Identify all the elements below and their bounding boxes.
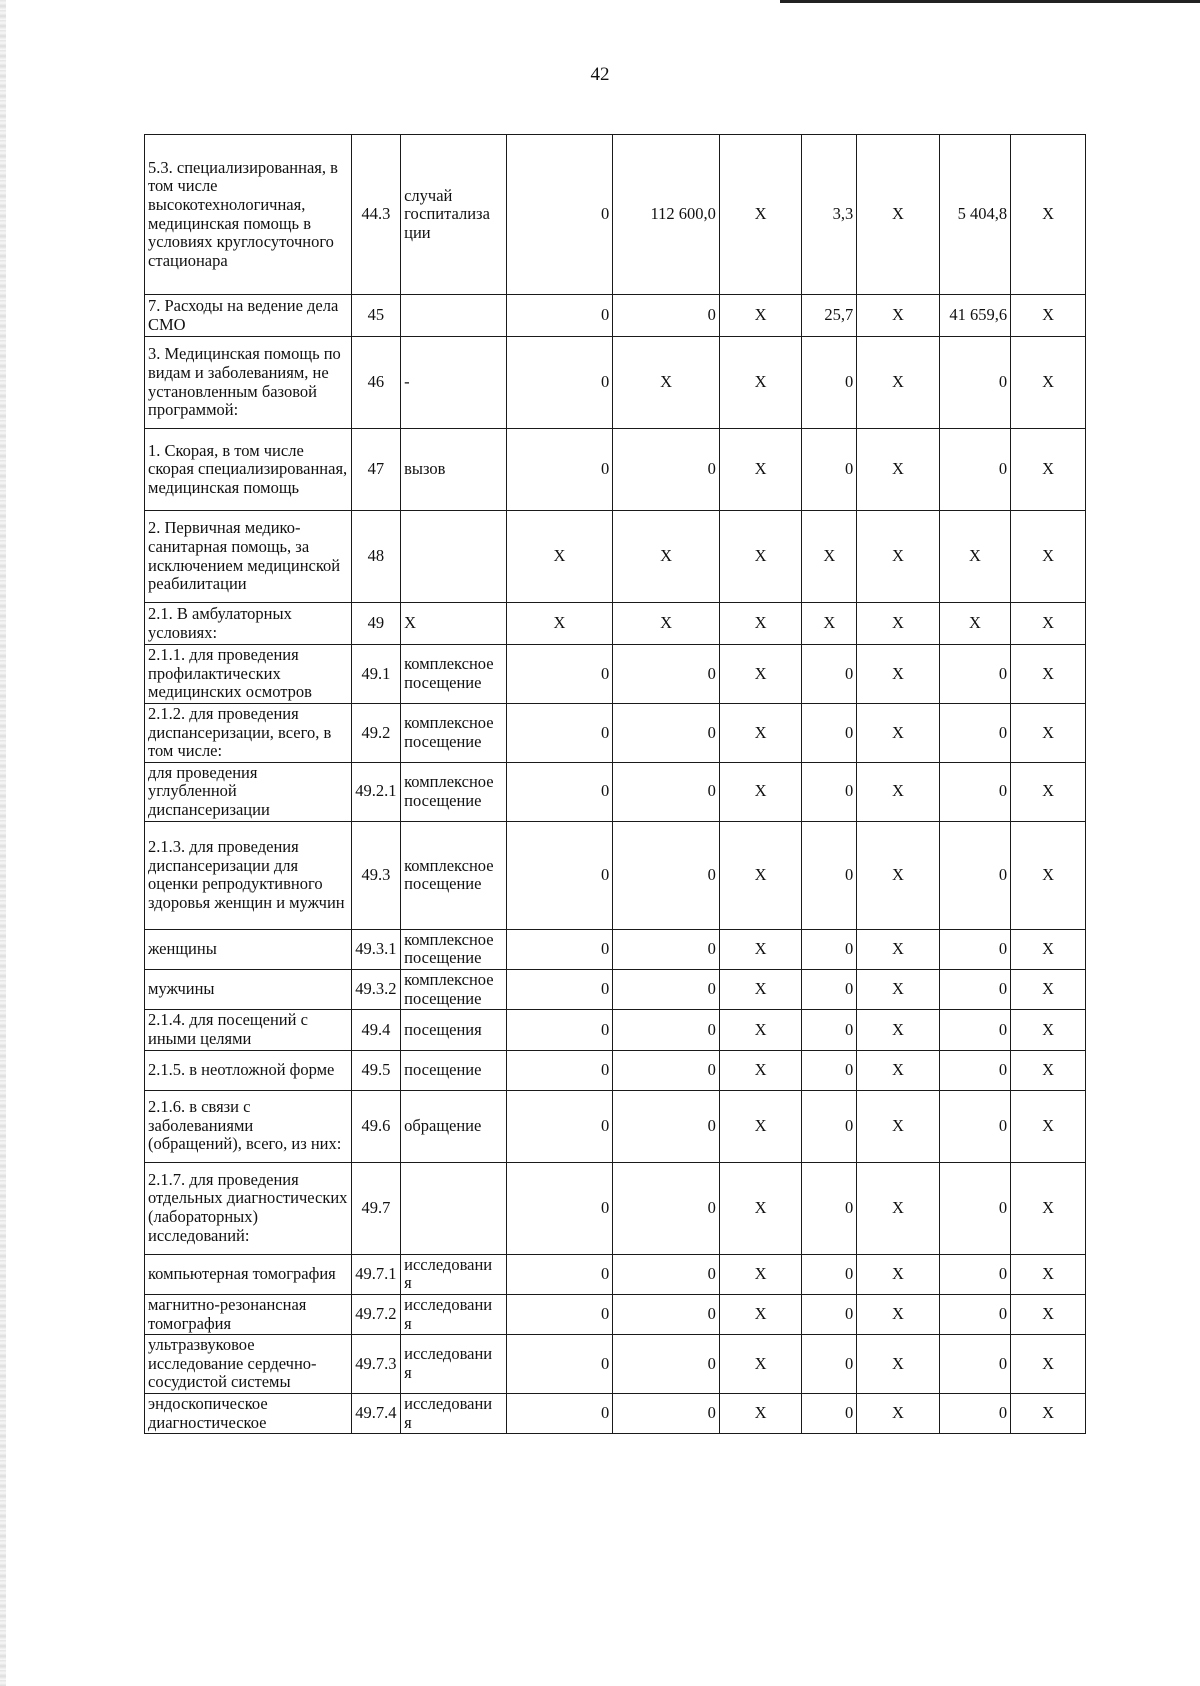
value-cell-7: Х xyxy=(1011,1335,1086,1394)
value-cell-6: 0 xyxy=(939,929,1010,969)
value-cell-6: 0 xyxy=(939,1294,1010,1334)
value-cell-5: Х xyxy=(857,135,939,295)
value-cell-4: 0 xyxy=(802,1254,857,1294)
row-name-cell: 2.1.7. для проведения отдельных диагностических (лабораторных) исследований: xyxy=(145,1162,352,1254)
value-cell-1: 0 xyxy=(506,1254,613,1294)
table-row xyxy=(145,970,1086,1010)
value-cell-6: 0 xyxy=(939,970,1010,1010)
table-row xyxy=(145,929,1086,969)
value-cell-2: 0 xyxy=(613,1162,720,1254)
value-cell-6: Х xyxy=(939,511,1010,603)
unit-cell: исследовани я xyxy=(401,1335,507,1394)
value-cell-7: Х xyxy=(1011,1050,1086,1090)
row-name-cell: ультразвуковое исследование сердечно-сосудистой системы xyxy=(145,1335,352,1394)
value-cell-3: Х xyxy=(719,929,801,969)
table-row xyxy=(145,1294,1086,1334)
value-cell-2: 0 xyxy=(613,429,720,511)
value-cell-1: 0 xyxy=(506,429,613,511)
row-number-cell: 49.2 xyxy=(351,703,400,762)
row-number-cell: 49.7.1 xyxy=(351,1254,400,1294)
value-cell-6: 0 xyxy=(939,1010,1010,1050)
value-cell-3: Х xyxy=(719,1394,801,1434)
table-row xyxy=(145,295,1086,337)
value-cell-5: Х xyxy=(857,429,939,511)
value-cell-7: Х xyxy=(1011,762,1086,821)
value-cell-1: 0 xyxy=(506,645,613,704)
value-cell-1: 0 xyxy=(506,1394,613,1434)
unit-cell: исследовани я xyxy=(401,1394,507,1434)
unit-cell: комплексное посещение xyxy=(401,970,507,1010)
value-cell-2: 0 xyxy=(613,970,720,1010)
value-cell-3: Х xyxy=(719,603,801,645)
value-cell-3: Х xyxy=(719,1162,801,1254)
unit-cell xyxy=(401,1162,507,1254)
row-name-cell: 2.1.4. для посещений с иными целями xyxy=(145,1010,352,1050)
value-cell-5: Х xyxy=(857,645,939,704)
row-number-cell: 49.1 xyxy=(351,645,400,704)
value-cell-3: Х xyxy=(719,511,801,603)
row-name-cell: 2.1.2. для проведения диспансеризации, всего, в том числе: xyxy=(145,703,352,762)
value-cell-1: 0 xyxy=(506,1335,613,1394)
value-cell-2: Х xyxy=(613,511,720,603)
value-cell-3: Х xyxy=(719,1335,801,1394)
value-cell-4: 0 xyxy=(802,821,857,929)
value-cell-5: Х xyxy=(857,1090,939,1162)
value-cell-4: 0 xyxy=(802,1394,857,1434)
value-cell-3: Х xyxy=(719,821,801,929)
value-cell-2: 112 600,0 xyxy=(613,135,720,295)
table-row xyxy=(145,1010,1086,1050)
value-cell-6: 0 xyxy=(939,1394,1010,1434)
value-cell-3: Х xyxy=(719,703,801,762)
value-cell-7: Х xyxy=(1011,703,1086,762)
value-cell-3: Х xyxy=(719,970,801,1010)
value-cell-2: 0 xyxy=(613,1010,720,1050)
value-cell-7: Х xyxy=(1011,603,1086,645)
table-row xyxy=(145,511,1086,603)
value-cell-5: Х xyxy=(857,1254,939,1294)
unit-cell: посещения xyxy=(401,1010,507,1050)
unit-cell: комплексное посещение xyxy=(401,703,507,762)
row-number-cell: 49.7.4 xyxy=(351,1394,400,1434)
value-cell-2: 0 xyxy=(613,929,720,969)
value-cell-6: 0 xyxy=(939,1254,1010,1294)
row-name-cell: для проведения углубленной диспансеризации xyxy=(145,762,352,821)
value-cell-7: Х xyxy=(1011,429,1086,511)
value-cell-4: Х xyxy=(802,511,857,603)
value-cell-3: Х xyxy=(719,762,801,821)
value-cell-6: 0 xyxy=(939,1090,1010,1162)
row-number-cell: 49.3 xyxy=(351,821,400,929)
row-number-cell: 49.3.2 xyxy=(351,970,400,1010)
value-cell-3: Х xyxy=(719,295,801,337)
scan-left-edge xyxy=(0,0,6,1686)
value-cell-4: Х xyxy=(802,603,857,645)
page-top-border xyxy=(780,0,1200,3)
value-cell-1: Х xyxy=(506,511,613,603)
value-cell-2: 0 xyxy=(613,1090,720,1162)
row-name-cell: 5.3. специализированная, в том числе высокотехнологичная, медицинская помощь в условиях круглосуточного стационара xyxy=(145,135,352,295)
unit-cell: посещение xyxy=(401,1050,507,1090)
value-cell-5: Х xyxy=(857,337,939,429)
value-cell-7: Х xyxy=(1011,1294,1086,1334)
table-row xyxy=(145,645,1086,704)
value-cell-4: 0 xyxy=(802,1294,857,1334)
row-number-cell: 44.3 xyxy=(351,135,400,295)
value-cell-1: 0 xyxy=(506,970,613,1010)
unit-cell: обращение xyxy=(401,1090,507,1162)
unit-cell: Х xyxy=(401,603,507,645)
value-cell-4: 0 xyxy=(802,645,857,704)
value-cell-4: 0 xyxy=(802,1335,857,1394)
unit-cell: исследовани я xyxy=(401,1294,507,1334)
value-cell-7: Х xyxy=(1011,135,1086,295)
value-cell-4: 0 xyxy=(802,1050,857,1090)
value-cell-5: Х xyxy=(857,1162,939,1254)
value-cell-7: Х xyxy=(1011,1254,1086,1294)
value-cell-7: Х xyxy=(1011,1090,1086,1162)
value-cell-6: 41 659,6 xyxy=(939,295,1010,337)
row-number-cell: 48 xyxy=(351,511,400,603)
value-cell-2: 0 xyxy=(613,1394,720,1434)
value-cell-7: Х xyxy=(1011,1394,1086,1434)
value-cell-1: 0 xyxy=(506,337,613,429)
table-row xyxy=(145,1335,1086,1394)
row-number-cell: 49.3.1 xyxy=(351,929,400,969)
table-row xyxy=(145,1050,1086,1090)
value-cell-6: 0 xyxy=(939,1335,1010,1394)
unit-cell xyxy=(401,511,507,603)
unit-cell: вызов xyxy=(401,429,507,511)
value-cell-2: 0 xyxy=(613,1254,720,1294)
value-cell-2: Х xyxy=(613,337,720,429)
row-name-cell: 2.1.1. для проведения профилактических медицинских осмотров xyxy=(145,645,352,704)
value-cell-4: 0 xyxy=(802,762,857,821)
row-name-cell: эндоскопическое диагностическое xyxy=(145,1394,352,1434)
value-cell-7: Х xyxy=(1011,929,1086,969)
value-cell-7: Х xyxy=(1011,970,1086,1010)
value-cell-5: Х xyxy=(857,603,939,645)
value-cell-4: 3,3 xyxy=(802,135,857,295)
value-cell-6: 0 xyxy=(939,1162,1010,1254)
value-cell-1: 0 xyxy=(506,1010,613,1050)
value-cell-3: Х xyxy=(719,1050,801,1090)
value-cell-5: Х xyxy=(857,703,939,762)
value-cell-3: Х xyxy=(719,429,801,511)
value-cell-6: 0 xyxy=(939,645,1010,704)
table-row xyxy=(145,703,1086,762)
value-cell-4: 0 xyxy=(802,1090,857,1162)
row-number-cell: 49.7.2 xyxy=(351,1294,400,1334)
row-name-cell: 2.1.5. в неотложной форме xyxy=(145,1050,352,1090)
value-cell-3: Х xyxy=(719,1090,801,1162)
value-cell-1: 0 xyxy=(506,295,613,337)
value-cell-6: 0 xyxy=(939,762,1010,821)
row-number-cell: 49.6 xyxy=(351,1090,400,1162)
value-cell-2: 0 xyxy=(613,645,720,704)
table-row xyxy=(145,429,1086,511)
data-table xyxy=(144,134,1086,1434)
value-cell-5: Х xyxy=(857,1294,939,1334)
page-number: 42 xyxy=(590,64,610,85)
value-cell-2: 0 xyxy=(613,1294,720,1334)
row-name-cell: 2.1.6. в связи с заболеваниями (обращений), всего, из них: xyxy=(145,1090,352,1162)
value-cell-4: 0 xyxy=(802,929,857,969)
value-cell-6: 0 xyxy=(939,1050,1010,1090)
table-row xyxy=(145,135,1086,295)
value-cell-1: 0 xyxy=(506,762,613,821)
value-cell-3: Х xyxy=(719,1010,801,1050)
value-cell-4: 25,7 xyxy=(802,295,857,337)
value-cell-5: Х xyxy=(857,970,939,1010)
row-name-cell: 2.1. В амбулаторных условиях: xyxy=(145,603,352,645)
table-row xyxy=(145,1090,1086,1162)
unit-cell xyxy=(401,295,507,337)
value-cell-7: Х xyxy=(1011,337,1086,429)
unit-cell: комплексное посещение xyxy=(401,645,507,704)
row-number-cell: 49.7 xyxy=(351,1162,400,1254)
value-cell-2: Х xyxy=(613,603,720,645)
value-cell-2: 0 xyxy=(613,1050,720,1090)
row-number-cell: 49.5 xyxy=(351,1050,400,1090)
value-cell-1: 0 xyxy=(506,821,613,929)
value-cell-7: Х xyxy=(1011,1162,1086,1254)
row-number-cell: 45 xyxy=(351,295,400,337)
value-cell-4: 0 xyxy=(802,1162,857,1254)
value-cell-6: 5 404,8 xyxy=(939,135,1010,295)
value-cell-3: Х xyxy=(719,135,801,295)
row-number-cell: 49.4 xyxy=(351,1010,400,1050)
row-name-cell: 1. Скорая, в том числе скорая специализированная, медицинская помощь xyxy=(145,429,352,511)
value-cell-3: Х xyxy=(719,1294,801,1334)
value-cell-2: 0 xyxy=(613,762,720,821)
row-name-cell: магнитно-резонансная томография xyxy=(145,1294,352,1334)
value-cell-6: 0 xyxy=(939,703,1010,762)
row-name-cell: женщины xyxy=(145,929,352,969)
row-number-cell: 49.2.1 xyxy=(351,762,400,821)
value-cell-5: Х xyxy=(857,821,939,929)
value-cell-3: Х xyxy=(719,645,801,704)
value-cell-5: Х xyxy=(857,295,939,337)
table-row xyxy=(145,762,1086,821)
row-name-cell: мужчины xyxy=(145,970,352,1010)
table-row xyxy=(145,1394,1086,1434)
value-cell-5: Х xyxy=(857,1050,939,1090)
value-cell-6: 0 xyxy=(939,429,1010,511)
value-cell-5: Х xyxy=(857,1335,939,1394)
value-cell-4: 0 xyxy=(802,1010,857,1050)
value-cell-1: 0 xyxy=(506,703,613,762)
row-name-cell: 2.1.3. для проведения диспансеризации для оценки репродуктивного здоровья женщин и мужчин xyxy=(145,821,352,929)
value-cell-5: Х xyxy=(857,929,939,969)
value-cell-4: 0 xyxy=(802,337,857,429)
value-cell-3: Х xyxy=(719,1254,801,1294)
value-cell-7: Х xyxy=(1011,821,1086,929)
value-cell-5: Х xyxy=(857,1010,939,1050)
unit-cell: - xyxy=(401,337,507,429)
row-name-cell: 2. Первичная медико-санитарная помощь, за исключением медицинской реабилитации xyxy=(145,511,352,603)
value-cell-1: 0 xyxy=(506,1294,613,1334)
row-name-cell: 3. Медицинская помощь по видам и заболеваниям, не установленным базовой программой: xyxy=(145,337,352,429)
value-cell-5: Х xyxy=(857,762,939,821)
value-cell-2: 0 xyxy=(613,295,720,337)
row-number-cell: 49 xyxy=(351,603,400,645)
value-cell-1: 0 xyxy=(506,929,613,969)
value-cell-4: 0 xyxy=(802,970,857,1010)
value-cell-7: Х xyxy=(1011,645,1086,704)
table-row xyxy=(145,1162,1086,1254)
table-row xyxy=(145,821,1086,929)
row-name-cell: компьютерная томография xyxy=(145,1254,352,1294)
value-cell-4: 0 xyxy=(802,703,857,762)
table-row xyxy=(145,603,1086,645)
value-cell-3: Х xyxy=(719,337,801,429)
value-cell-1: Х xyxy=(506,603,613,645)
row-name-cell: 7. Расходы на ведение дела СМО xyxy=(145,295,352,337)
value-cell-5: Х xyxy=(857,511,939,603)
row-number-cell: 46 xyxy=(351,337,400,429)
row-number-cell: 47 xyxy=(351,429,400,511)
value-cell-1: 0 xyxy=(506,135,613,295)
row-number-cell: 49.7.3 xyxy=(351,1335,400,1394)
value-cell-6: 0 xyxy=(939,337,1010,429)
table-body xyxy=(145,135,1086,1434)
value-cell-2: 0 xyxy=(613,703,720,762)
unit-cell: исследовани я xyxy=(401,1254,507,1294)
value-cell-7: Х xyxy=(1011,1010,1086,1050)
value-cell-7: Х xyxy=(1011,511,1086,603)
value-cell-1: 0 xyxy=(506,1162,613,1254)
value-cell-6: Х xyxy=(939,603,1010,645)
value-cell-5: Х xyxy=(857,1394,939,1434)
value-cell-6: 0 xyxy=(939,821,1010,929)
value-cell-4: 0 xyxy=(802,429,857,511)
unit-cell: случай госпитализа ции xyxy=(401,135,507,295)
unit-cell: комплексное посещение xyxy=(401,929,507,969)
table-row xyxy=(145,337,1086,429)
value-cell-1: 0 xyxy=(506,1090,613,1162)
unit-cell: комплексное посещение xyxy=(401,762,507,821)
table-row xyxy=(145,1254,1086,1294)
value-cell-2: 0 xyxy=(613,1335,720,1394)
unit-cell: комплексное посещение xyxy=(401,821,507,929)
value-cell-7: Х xyxy=(1011,295,1086,337)
value-cell-1: 0 xyxy=(506,1050,613,1090)
value-cell-2: 0 xyxy=(613,821,720,929)
